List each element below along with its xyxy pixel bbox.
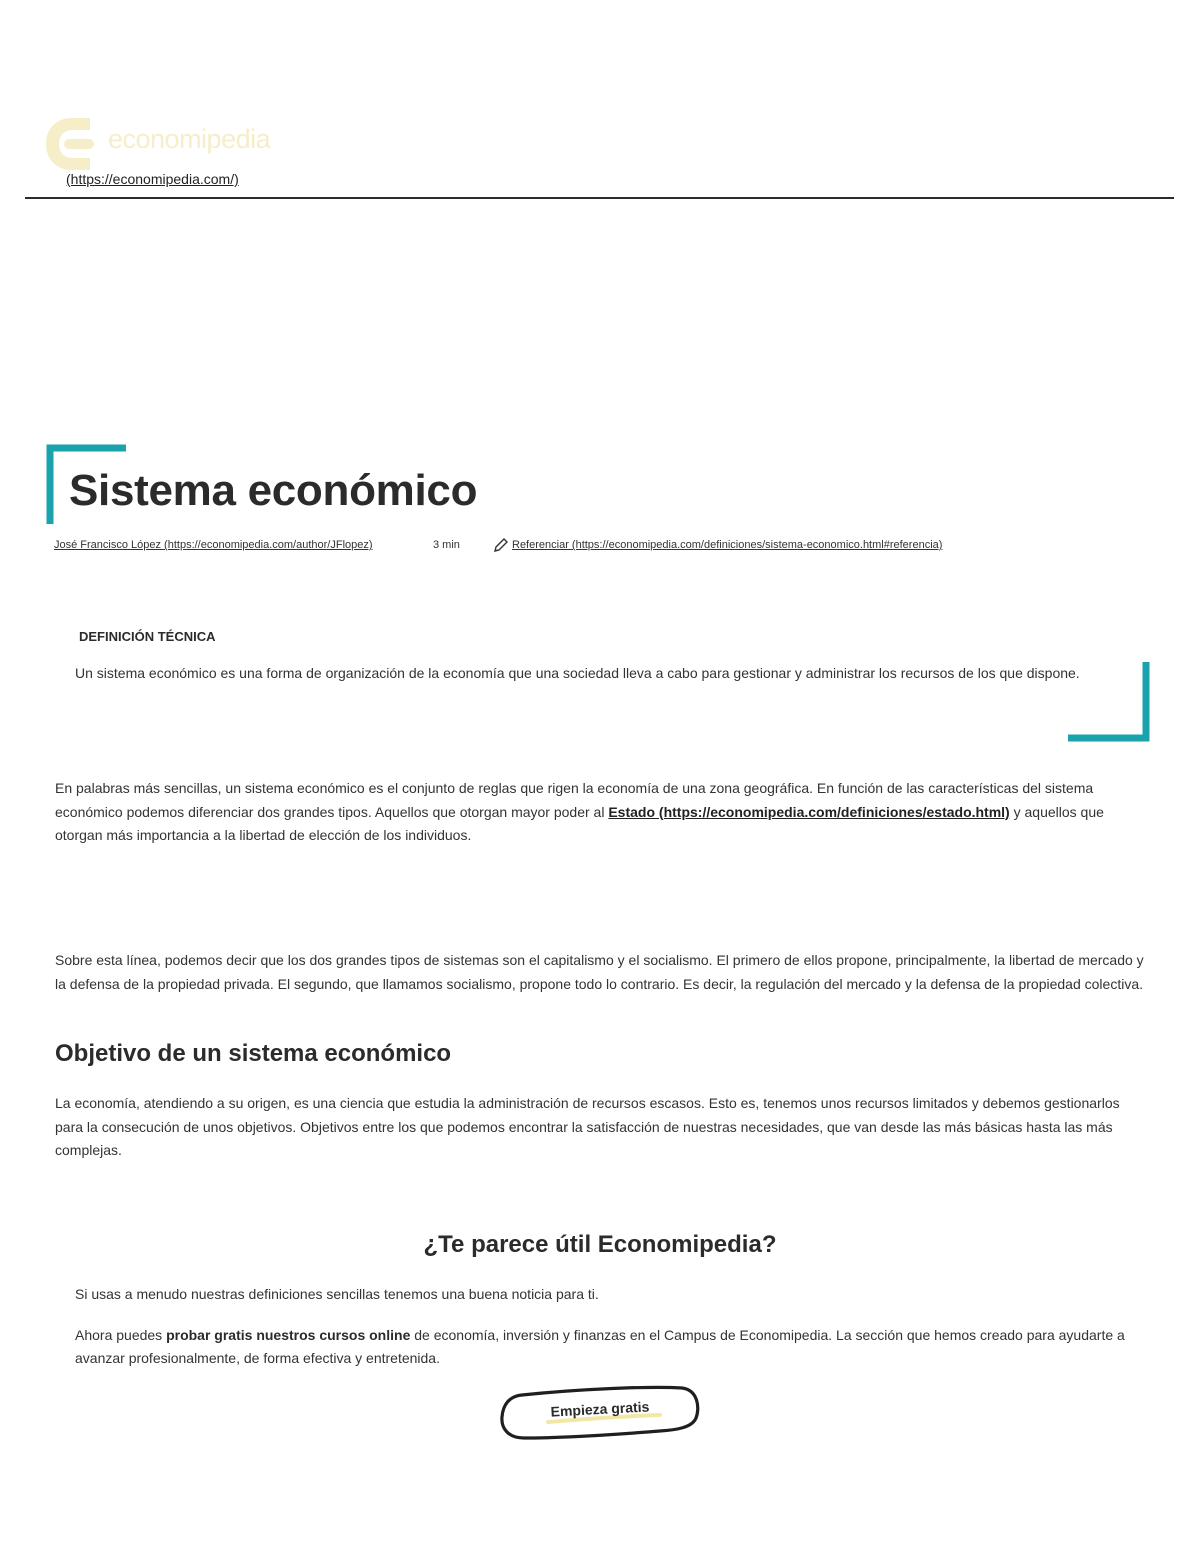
estado-link[interactable]: Estado (https://economipedia.com/definiciones/estado.html): [608, 803, 1010, 820]
start-free-button-label: Empieza gratis: [550, 1398, 650, 1420]
pencil-icon: [493, 538, 509, 552]
start-free-button[interactable]: [500, 1384, 700, 1440]
definition-label: DEFINICIÓN TÉCNICA: [79, 629, 216, 644]
promo-title: ¿Te parece útil Economipedia?: [423, 1231, 777, 1258]
section-heading: Objetivo de un sistema económico: [55, 1040, 452, 1067]
paragraph-intro: En palabras más sencillas, un sistema económico es el conjunto de reglas que rigen la economía de una zona geográfica. En función de las características del sistema económico podemos diferenciar dos grandes tipos. Aquellos que otorgan mayor poder al Estado (https://economipedia.com/definiciones/estado.html) y aquellos que otorgan más importancia a la libertad de elección de los individuos.: [55, 780, 1104, 843]
definition-text: Un sistema económico es una forma de organización de la economía que una sociedad lleva a cabo para gestionar y administrar los recursos de los que dispone.: [75, 665, 1080, 681]
read-time: 3 min: [433, 539, 460, 551]
home-link[interactable]: (https://economipedia.com/): [66, 171, 239, 187]
author-link[interactable]: José Francisco López (https://economipedia.com/author/JFlopez): [54, 539, 373, 551]
logo-mark-icon: [44, 116, 104, 172]
cite-link[interactable]: Referenciar (https://economipedia.com/definiciones/sistema-economico.html#referencia): [512, 539, 943, 551]
header-divider: [25, 197, 1174, 199]
promo-line-2: Ahora puedes probar gratis nuestros cursos online de economía, inversión y finanzas en el Campus de Economipedia. La sección que hemos creado para ayudarte a avanzar profesionalmente, de forma efectiva y entretenida.: [75, 1327, 1125, 1366]
promo-line-1: Si usas a menudo nuestras definiciones sencillas tenemos una buena noticia para ti.: [75, 1286, 599, 1302]
paragraph-types: Sobre esta línea, podemos decir que los dos grandes tipos de sistemas son el capitalismo y el socialismo. El primero de ellos propone, principalmente, la libertad de mercado y la defensa de la propiedad privada. El segundo, que llamamos socialismo, propone todo lo contrario. Es decir, la regulación del mercado y la defensa de la propiedad colectiva.: [55, 952, 1144, 992]
logo-wordmark: economipedia: [108, 124, 271, 154]
definition-bracket-decoration: [1068, 662, 1150, 742]
page-title: Sistema económico: [69, 466, 478, 515]
site-logo[interactable]: [44, 116, 304, 172]
paragraph-objective: La economía, atendiendo a su origen, es una ciencia que estudia la administración de recursos escasos. Esto es, tenemos unos recursos limitados y debemos gestionarlos para la consecución de unos objetivos. Objetivos entre los que podemos encontrar la satisfacción de nuestras necesidades, que van desde las más básicas hasta las más complejas.: [55, 1095, 1120, 1158]
